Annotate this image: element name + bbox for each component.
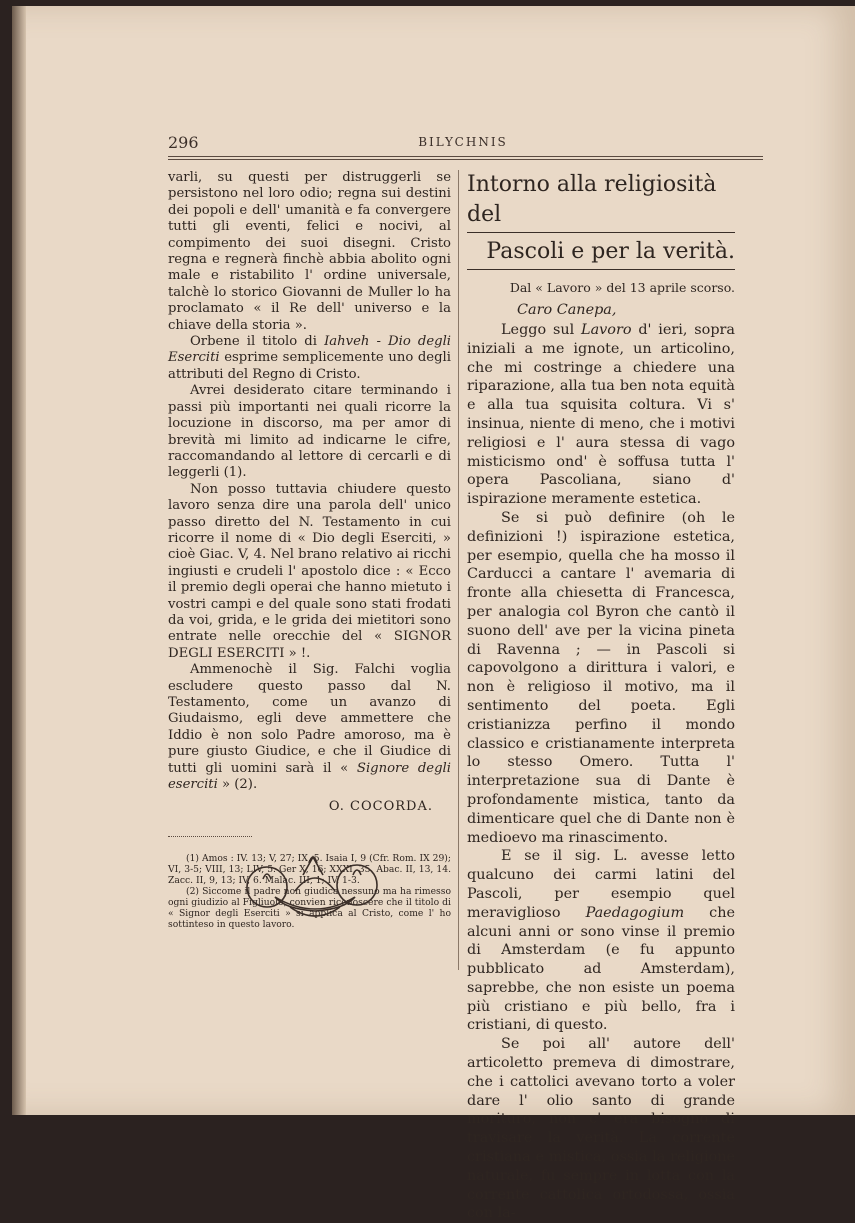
paragraph: Non posso tuttavia chiudere questo lavoro senza dire una parola dell' unico passo diretto del N. Testamento in cui ricorre il nome di « Dio degli Eserciti, » cioè Giac. V, 4. Nel brano relativo ai ricchi ingiusti e crudeli l' apostolo dice : « Ecco il premio degli operai che hanno mietuto i vostri campi e del quale sono stati frodati da voi, grida, e le grida dei mietitori sono entrate nelle orecchie del « SIGNOR DEGLI ESERCITI » !. (168, 481, 451, 661)
column-divider (458, 170, 459, 970)
paragraph: Se poi all' autore dell' articoletto premeva di dimostrare, che i cattolici avevano torto a voler dare l' olio santo di grande morituro, non c' era bisogno di travisare la verità. La corrente cristiana e mistica, ossia la religione naturale, fu sempre in lotta con la corrente cattolica ortodossa, ossia con la- (467, 1036, 735, 1222)
text-run: che alcuni anni or sono vinse il premio di Amsterdam (e fu appunto pubblicato ad Amsterdam), saprebbe, che non esiste un poema più cristiano e più bello, fra i cristiani, di questo. (467, 904, 736, 1034)
left-column (168, 170, 451, 930)
italic-text: Signore degli eserciti (168, 760, 451, 793)
paragraph (467, 321, 735, 509)
paragraph (467, 847, 735, 1035)
text-run: d' ieri, sopra iniziali a me ignote, un articolino, che mi costringe a chiedere una riparazione, alla tua ben nota equità e alla tua squisita coltura. Vi s' insinua, niente di meno, che i motivi religiosi e l' aura stessa di vago misticismo ond' è soffusa tutta l' opera Pascoliana, siano d' ispirazione meramente estetica. (467, 322, 735, 508)
paragraph (168, 662, 451, 793)
page-gutter (12, 6, 26, 1115)
paragraph: Avrei desiderato citare terminando i passi più importanti nei quali ricorre la locuzione in discorso, ma per amor di brevità mi limito ad indicarne le cifre, raccomandando al lettore di cercarli e di leggerli (1). (168, 383, 451, 481)
source-note: Dal « Lavoro » del 13 aprile scorso. (509, 280, 735, 295)
header-rule (168, 156, 763, 157)
footnote: (1) Amos : IV. 13; V, 27; IX, 5. Isaia I, 9 (Cfr. Rom. IX 29); VI, 3-5; VIII, 13; LIV, 5. Ger X, 16; XXXI, 35. Abac. II, 13, 14. Zacc. II, 9, 13; IV, 6. Malac. III, 1; IV, 1-3. (168, 852, 451, 886)
journal-name: BILYCHNIS (418, 135, 508, 149)
footnote: (2) Siccome il padre non giudica nessuno ma ha rimesso ogni giudizio al Figliuolo, convien riconoscere che il titolo di « Signor degli Eserciti » si applica al Cristo, come l' ho sottinteso in questo lavoro. (168, 885, 451, 930)
footnote-divider (168, 836, 252, 837)
page-number: 296 (168, 133, 199, 152)
italic-text: Iahveh - Dio degli Eserciti (168, 334, 452, 366)
italic-text: Paedagogium (585, 904, 685, 921)
author-signature: O. COCORDA. (328, 799, 433, 815)
running-head (168, 133, 758, 155)
text-run: » (2). (217, 777, 258, 793)
article-title-line-2: Pascoli e per la verità. (467, 237, 735, 270)
paragraph: varli, su questi per distruggerli se persistono nel loro odio; regna sui destini dei popoli e dell' umanità e fa convergere tutti gli eventi, felici e nocivi, al compimento dei suoi disegni. Cristo regna e regnerà finchè abbia abolito ogni male e ristabilito l' ordine universale, talchè lo storico Giovanni de Muller lo ha proclamato « il Re dell' universo e la chiave della storia ». (168, 170, 451, 333)
oil-lamp-icon (245, 845, 385, 925)
header-rule-double (168, 159, 763, 160)
article-body (467, 321, 735, 1223)
text-run: esprime semplicemente uno degli attributi del Regno di Cristo. (168, 350, 451, 382)
text-run: Ammenochè il Sig. Falchi voglia escludere questo passo dal N. Testamento, come un avanzo di Giudaismo, egli deve ammettere che Iddio è non solo Padre amoroso, ma è pure giusto Giudice, e che il Giudice di tutti gli uomini sarà il « (168, 662, 451, 776)
right-column (467, 170, 735, 1223)
text-run: E se il sig. L. avesse letto qualcuno dei carmi latini del Pascoli, per esempio quel meraviglioso (467, 848, 735, 921)
article-title-line-1: Intorno alla religiosità del (467, 170, 735, 233)
text-run: Leggo sul (501, 322, 582, 338)
paragraph (168, 334, 451, 383)
salutation: Caro Canepa, (517, 302, 617, 318)
text-run: Orbene il titolo di (190, 334, 325, 350)
paragraph: Se si può definire (oh le definizioni !) ispirazione estetica, per esempio, quella che ha mosso il Carducci a cantare l' avemaria di fronte alla chiesetta di Francesca, per analogia col Byron che cantò il suono dell' ave per la vicina pineta di Ravenna ; — in Pascoli si capovolgono a dirittura i valori, e non è religioso il motivo, ma il sentimento del poeta. Egli cristianizza perfino il mondo classico e cristianamente interpreta lo stesso Omero. Tutta l' interpretazione sua di Dante è profondamente mistica, tanto da dimenticare quel che di Dante non è medioevo ma rinascimento. (467, 509, 735, 846)
italic-text: Lavoro (581, 322, 632, 338)
